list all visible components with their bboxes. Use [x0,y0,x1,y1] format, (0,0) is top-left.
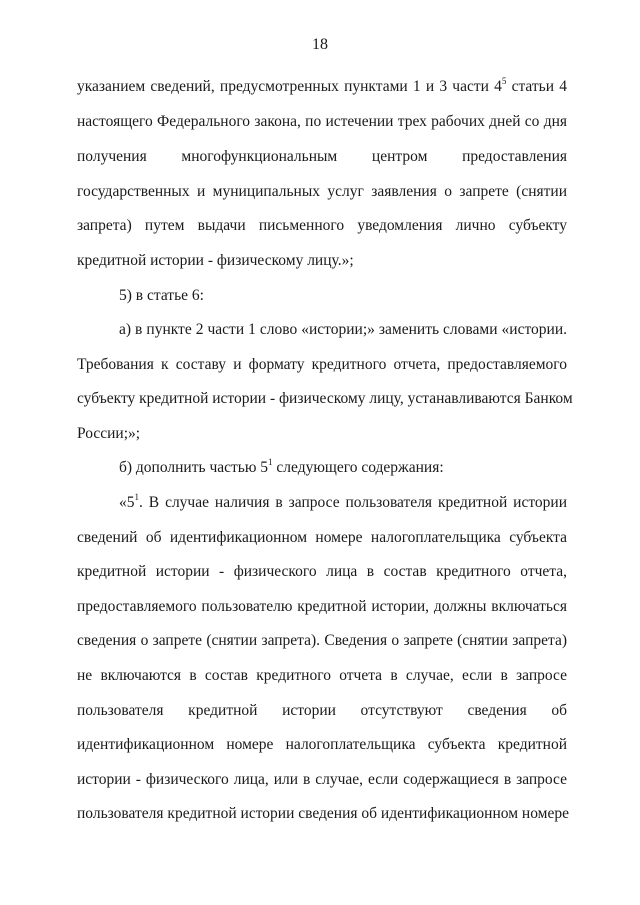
text-line: сведения о запрете (снятии запрета). Сведения о запрете (снятии запрета) [77,632,567,649]
text-line [77,77,567,97]
text-line [119,493,567,513]
page-number: 18 [312,36,328,53]
text-line: предоставляемого пользователю кредитной истории, должны включаться [77,598,567,615]
text-segment: . В случае наличия в запросе пользователя кредитной истории [139,494,567,511]
superscript: 1 [134,491,139,502]
superscript: 5 [501,75,507,86]
text-segment: б) дополнить частью 5 [119,459,269,476]
text-line: кредитной истории - физического лица в состав кредитного отчета, [77,563,567,580]
text-line: Требования к составу и формату кредитного отчета, предоставляемого [77,356,567,373]
text-line: пользователя кредитной истории отсутствуют сведения об [77,702,567,719]
text-line: субъекту кредитной истории - физическому лицу, устанавливаются Банком [77,390,573,407]
text-line: получения многофункциональным центром предоставления [77,148,567,165]
text-line: кредитной истории - физическому лицу.»; [77,252,354,269]
text-segment: статьи 4 [506,78,567,95]
text-line: пользователя кредитной истории сведения об идентификационном номере [77,805,569,822]
text-line: 5) в статье 6: [119,287,204,304]
text-line [119,458,567,478]
text-line: идентификационном номере налогоплательщика субъекта кредитной [77,736,567,753]
text-line: запрета) путем выдачи письменного уведомления лично субъекту [77,217,567,234]
text-line: сведений об идентификационном номере налогоплательщика субъекта [77,529,567,546]
text-line: а) в пункте 2 части 1 слово «истории;» заменить словами «истории. [119,321,567,338]
text-segment: указанием сведений, предусмотренных пунктами 1 и 3 части 4 [77,78,502,95]
text-line: государственных и муниципальных услуг заявления о запрете (снятии [77,183,567,200]
text-line: истории - физического лица, или в случае, если содержащиеся в запросе [77,771,567,788]
text-line: не включаются в состав кредитного отчета в случае, если в запросе [77,667,567,684]
text-line: настоящего Федерального закона, по истечении трех рабочих дней со дня [77,113,567,130]
text-segment: «5 [119,494,135,511]
text-line: России;»; [77,425,141,442]
text-segment: следующего содержания: [272,459,444,476]
superscript: 1 [268,456,273,467]
